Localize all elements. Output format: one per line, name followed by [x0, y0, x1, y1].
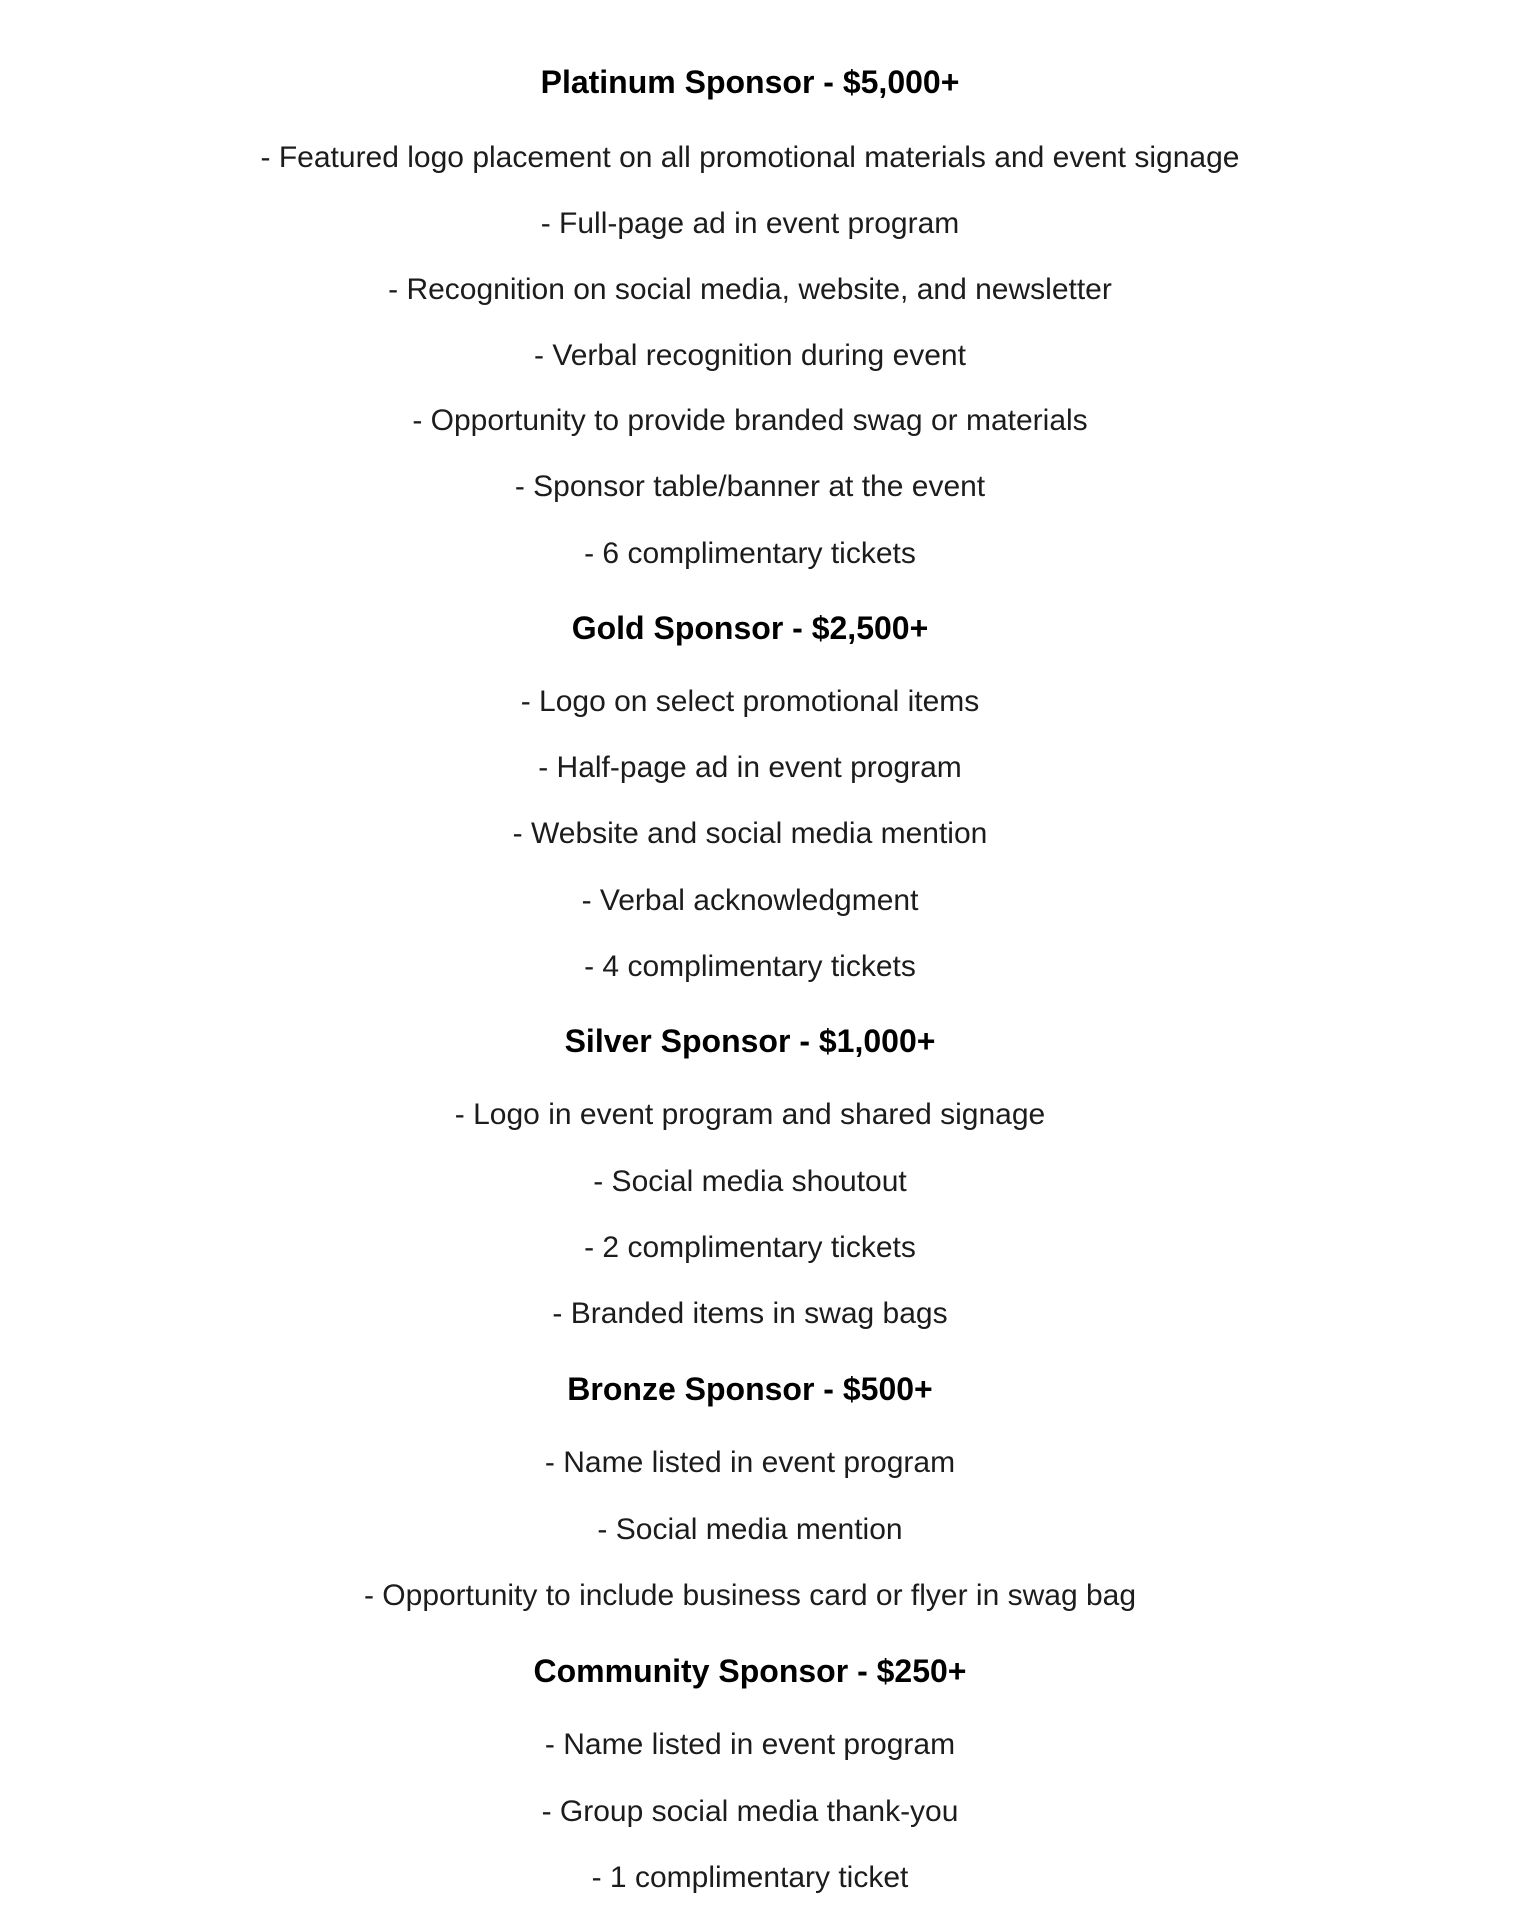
benefit-item: - Recognition on social media, website, and newsletter [388, 273, 1112, 306]
tier-heading-bronze: Bronze Sponsor - $500+ [567, 1371, 933, 1407]
benefit-item: - 4 complimentary tickets [584, 950, 916, 983]
benefit-item: - Logo in event program and shared signage [454, 1098, 1046, 1131]
benefit-item: - Featured logo placement on all promotional materials and event signage [260, 141, 1240, 174]
benefit-item: - Full-page ad in event program [540, 207, 960, 240]
tier-heading-community: Community Sponsor - $250+ [533, 1653, 967, 1689]
benefit-item: - Half-page ad in event program [538, 751, 962, 784]
benefit-item: - Name listed in event program [544, 1728, 956, 1761]
benefit-item: - 6 complimentary tickets [584, 537, 916, 570]
tier-heading-platinum: Platinum Sponsor - $5,000+ [540, 64, 960, 100]
benefit-item: - Website and social media mention [512, 817, 988, 850]
benefit-item: - Sponsor table/banner at the event [514, 470, 986, 503]
benefit-item: - Opportunity to provide branded swag or materials [412, 404, 1088, 437]
benefit-item: - Logo on select promotional items [520, 685, 980, 718]
benefit-item: - Verbal acknowledgment [581, 884, 919, 917]
benefit-item: - Verbal recognition during event [534, 339, 966, 372]
benefit-item: - Social media mention [597, 1513, 903, 1546]
benefit-item: - Branded items in swag bags [552, 1297, 948, 1330]
tier-heading-gold: Gold Sponsor - $2,500+ [571, 610, 929, 646]
benefit-item: - Social media shoutout [593, 1165, 907, 1198]
benefit-item: - 2 complimentary tickets [584, 1231, 916, 1264]
tier-heading-silver: Silver Sponsor - $1,000+ [564, 1023, 936, 1059]
benefit-item: - 1 complimentary ticket [591, 1861, 909, 1894]
benefit-item: - Group social media thank-you [541, 1795, 959, 1828]
benefit-item: - Name listed in event program [544, 1446, 956, 1479]
benefit-item: - Opportunity to include business card or flyer in swag bag [363, 1579, 1137, 1612]
